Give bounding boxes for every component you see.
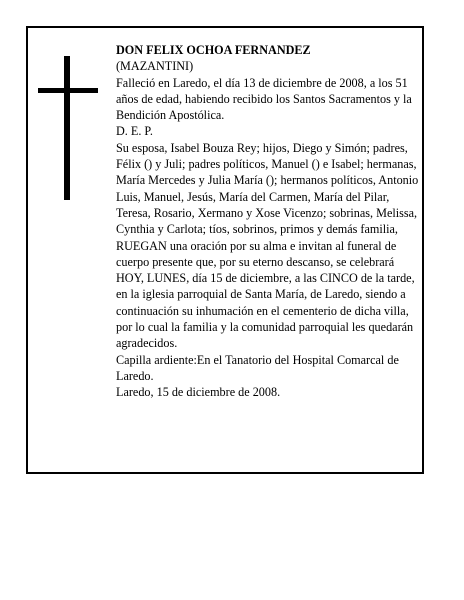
- place-date: Laredo, 15 de diciembre de 2008.: [116, 385, 281, 400]
- notice-text: [116, 42, 420, 401]
- cross-icon: [38, 56, 98, 200]
- chapel-info: Capilla ardiente:En el Tanatorio del Hospital Comarcal de Laredo.: [116, 352, 399, 383]
- dep-abbreviation: D. E. P.: [116, 124, 153, 139]
- obituary-notice: [26, 26, 424, 474]
- funeral-request: RUEGAN una oración por su alma e invitan al funeral de cuerpo presente que, por su eterno descanso, se celebrará HOY, LUNES, día 15 de diciembre, a las CINCO de la tarde, en la iglesia parroquial de Santa María, de Laredo, siendo a continuación su inhumación en el cementerio de dicha villa, por lo cual la familia y la comunidad parroquial les quedarán agradecidos.: [116, 238, 415, 351]
- death-info: Falleció en Laredo, el día 13 de diciembre de 2008, a los 51 años de edad, habiendo recibido los Santos Sacramentos y la Bendición Apostólica.: [116, 75, 412, 123]
- deceased-nickname: (MAZANTINI): [116, 59, 194, 74]
- deceased-name: DON FELIX OCHOA FERNANDEZ: [116, 43, 311, 57]
- family-list: Su esposa, Isabel Bouza Rey; hijos, Diego y Simón; padres, Félix () y Juli; padres políticos, Manuel () e Isabel; hermanas, María Mercedes y Julia María (); hermanos políticos, Antonio Luis, Manuel, Jesús, María del Carmen, María del Pilar, Teresa, Rosario, Xermano y Xose Vicenzo; sobrinas, Melissa, Cynthia y Carlota; tíos, sobrinos, primos y demás familia,: [116, 140, 419, 237]
